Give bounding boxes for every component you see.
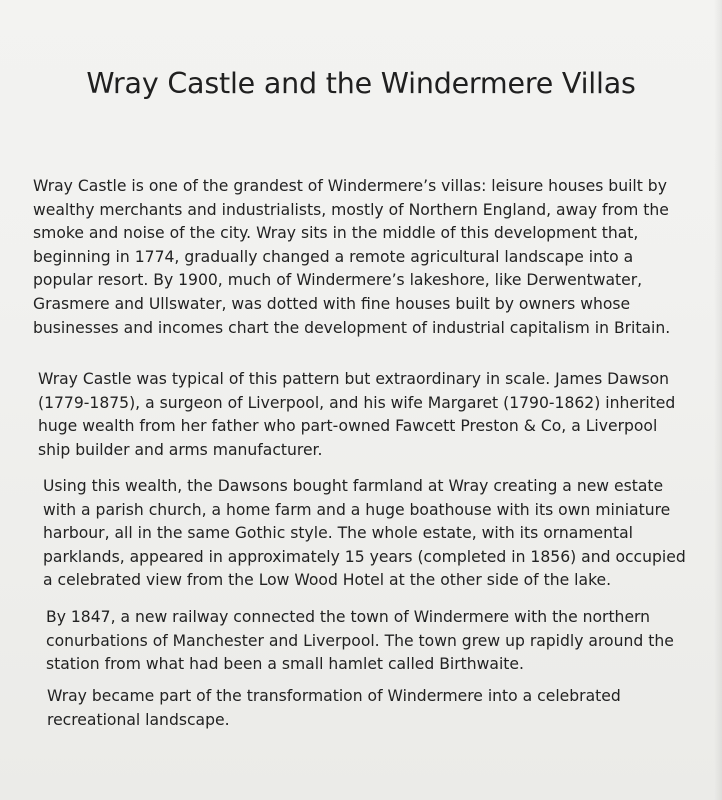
text-line: smoke and noise of the city. Wray sits in the middle of this development that, [33, 224, 639, 243]
text-line: wealthy merchants and industrialists, mostly of Northern England, away from the [33, 200, 669, 219]
text-line: huge wealth from her father who part-owned Fawcett Preston & Co, a Liverpool [38, 417, 658, 436]
text-line: with a parish church, a home farm and a huge boathouse with its own miniature [43, 500, 671, 519]
paragraph-dawson-family [38, 368, 675, 462]
text-line: businesses and incomes chart the development of industrial capitalism in Britain. [33, 318, 671, 337]
panel-title: Wray Castle and the Windermere Villas [86, 67, 636, 100]
text-line: Wray Castle is one of the grandest of Windermere’s villas: leisure houses built by [33, 177, 667, 195]
text-line: beginning in 1774, gradually changed a remote agricultural landscape into a [33, 247, 634, 266]
text-line: Using this wealth, the Dawsons bought farmland at Wray creating a new estate [43, 477, 664, 495]
text-line: (1779-1875), a surgeon of Liverpool, and his wife Margaret (1790-1862) inherited [38, 393, 676, 412]
text-line: a celebrated view from the Low Wood Hotel at the other side of the lake. [43, 571, 612, 590]
text-line: station from what had been a small hamlet called Birthwaite. [46, 655, 524, 674]
text-line: ship builder and arms manufacturer. [38, 440, 323, 459]
text-line: popular resort. By 1900, much of Windermere’s lakeshore, like Derwentwater, [33, 271, 643, 290]
text-line: By 1847, a new railway connected the town of Windermere with the northern [46, 608, 651, 626]
text-line: parklands, appeared in approximately 15 years (completed in 1856) and occupied [43, 547, 686, 566]
text-line: Grasmere and Ullswater, was dotted with fine houses built by owners whose [33, 294, 631, 313]
text-line: recreational landscape. [47, 710, 230, 729]
text-line: harbour, all in the same Gothic style. The whole estate, with its ornamental [43, 524, 633, 543]
text-line: conurbations of Manchester and Liverpool. The town grew up rapidly around the [46, 631, 674, 650]
text-line: Wray became part of the transformation of Windermere into a celebrated [47, 687, 621, 705]
paragraph-estate [43, 475, 686, 593]
paragraph-introduction [33, 175, 670, 340]
paragraph-railway [46, 606, 674, 677]
text-line: Wray Castle was typical of this pattern but extraordinary in scale. James Dawson [38, 370, 670, 388]
paragraph-transformation [47, 685, 621, 732]
panel-edge-shadow [714, 0, 722, 800]
